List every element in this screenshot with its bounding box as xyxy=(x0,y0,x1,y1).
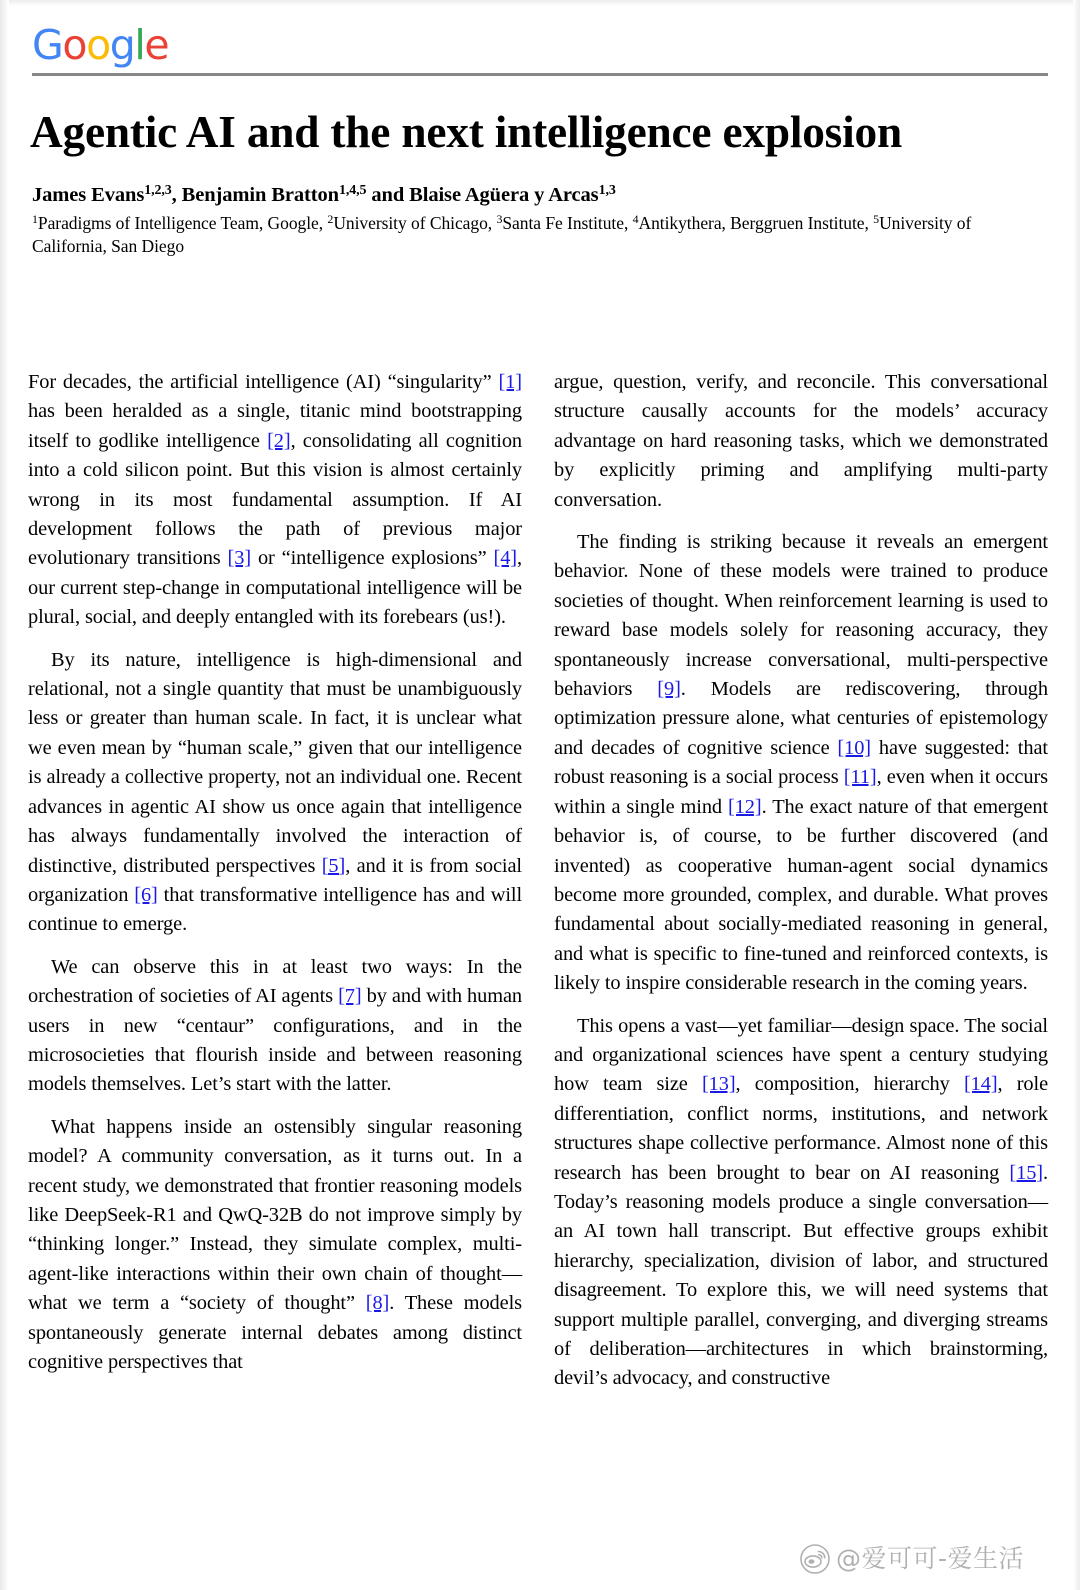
citation-link-2[interactable]: [2] xyxy=(267,429,291,452)
header-divider xyxy=(32,73,1048,76)
column-right xyxy=(554,368,1048,1394)
google-logo-letter-o1: o xyxy=(62,21,87,69)
author-list: James Evans$^{1,2,3}$, Benjamin Bratton$^{1,4,5}$ and Blaise Agüera y Arcas$^{1,3}$ xyxy=(32,183,616,206)
citation-link-3[interactable]: [3] xyxy=(227,547,252,570)
google-logo-letter-G: G xyxy=(32,21,63,69)
citation-link-12[interactable]: [12] xyxy=(728,795,762,818)
paragraph: By its nature, intelligence is high-dimensional and relational, not a single quantity that must be unambiguously less or greater than human scale. In fact, it is unclear what we even mean by “human scale,” given that our intelligence is already a collective property, not an individual one. Recent advances in agentic AI show us once again that intelligence has always fundamentally involved the interaction of distinctive, distributed perspectives [5], and it is from social organization [6] that transformative intelligence has and will continue to emerge. xyxy=(28,648,523,936)
google-logo-letter-g: g xyxy=(109,21,135,69)
paragraph: What happens inside an ostensibly singular reasoning model? A community conversation, as it turns out. In a recent study, we demonstrated that frontier reasoning models like DeepSeek-R1 and QwQ-32B do not improve simply by “thinking longer.” Instead, they simulate complex, multi-agent-like interactions within their own chain of thought—what we term a “society of thought” [8]. These models spontaneously generate internal debates among distinct cognitive perspectives that xyxy=(28,1115,522,1373)
citation-link-7[interactable]: [7] xyxy=(338,985,362,1008)
body-columns xyxy=(28,368,1048,1394)
paragraph: For decades, the artificial intelligence (AI) “singularity” [1] has been heralded as a single, titanic mind bootstrapping itself to godlike intelligence [2], consolidating all cognition into a cold silicon point. But this vision is almost certainly wrong in its most fundamental assumption. If AI development follows the path of previous major evolutionary transitions [3] or “intelligence explosions” [4], our current step-change in computational intelligence will be plural, social, and deeply entangled with its forebears (us!). xyxy=(28,371,523,629)
citation-link-8[interactable]: [8] xyxy=(365,1292,390,1315)
citation-link-9[interactable]: [9] xyxy=(657,678,681,701)
page-title: Agentic AI and the next intelligence explosion xyxy=(30,106,902,157)
google-logo-letter-e: e xyxy=(144,21,169,69)
masthead xyxy=(32,22,1048,68)
watermark-text: @爱可可-爱生活 xyxy=(836,1544,1025,1573)
weibo-icon xyxy=(800,1544,830,1574)
paragraph: We can observe this in at least two ways: In the orchestration of societies of AI agents [7] by and with human users in new “centaur” configurations, and in the microsocieties that flourish inside and between reasoning models themselves. Let’s start with the latter. xyxy=(28,955,523,1096)
citation-link-1[interactable]: [1] xyxy=(498,371,522,393)
citation-link-11[interactable]: [11] xyxy=(843,766,877,789)
citation-link-4[interactable]: [4] xyxy=(493,547,517,570)
citation-link-14[interactable]: [14] xyxy=(963,1073,998,1096)
citation-link-15[interactable]: [15] xyxy=(1009,1161,1043,1184)
page-edge-left xyxy=(0,0,9,1590)
column-left xyxy=(28,368,522,1394)
citation-link-13[interactable]: [13] xyxy=(701,1073,736,1096)
page-edge-right xyxy=(1073,0,1080,1590)
citation-link-6[interactable]: [6] xyxy=(134,883,158,906)
paragraph: The finding is striking because it reveals an emergent behavior. None of these models were trained to produce societies of thought. When reinforcement learning is used to reward base models solely for reasoning accuracy, they spontaneously increase conversational, multi-perspective behaviors [9]. Models are rediscovering, through optimization pressure alone, what centuries of epistemology and decades of cognitive science [10] have suggested: that robust reasoning is a social process [11], even when it occurs within a single mind [12]. The exact nature of that emergent behavior is, of course, to be further discovered (and invented) as cooperative human-agent social dynamics become more grounded, complex, and durable. What proves fundamental about socially-mediated reasoning in general, and what is specific to fine-tuned and reinforced contexts, is likely to inspire considerable research in the coming years. xyxy=(554,531,1049,995)
google-logo-letter-o2: o xyxy=(86,21,110,69)
paragraph: argue, question, verify, and reconcile. This conversational structure causally accounts for the models’ accuracy advantage on hard reasoning tasks, which we demonstrated by explicitly priming and amplifying multi-party conversation. xyxy=(554,371,1048,511)
title-block xyxy=(30,104,1050,258)
citation-link-5[interactable]: [5] xyxy=(321,854,346,877)
google-logo-letter-l: l xyxy=(134,21,145,69)
watermark xyxy=(800,1537,1060,1581)
page-edge-top xyxy=(0,0,1080,6)
google-logo xyxy=(32,22,1048,68)
citation-link-10[interactable]: [10] xyxy=(837,736,871,759)
paragraph: This opens a vast—yet familiar—design space. The social and organizational sciences have spent a century studying how team size [13], composition, hierarchy [14], role differentiation, conflict norms, institutions, and network structures shape collective performance. Almost none of this research has been brought to bear on AI reasoning [15]. Today’s reasoning models produce a single conversation—an AI town hall transcript. But effective groups exhibit hierarchy, specialization, division of labor, and structured disagreement. To explore this, we will need systems that support multiple parallel, converging, and diverging streams of deliberation—architectures in which brainstorming, devil’s advocacy, and constructive xyxy=(554,1014,1049,1390)
affiliation-list: $^1$Paradigms of Intelligence Team, Google, $^2$University of Chicago, $^3$Santa Fe Institute, $^4$Antikythera, Berggruen Institute, $^5$University of California, San Diego xyxy=(32,212,972,256)
